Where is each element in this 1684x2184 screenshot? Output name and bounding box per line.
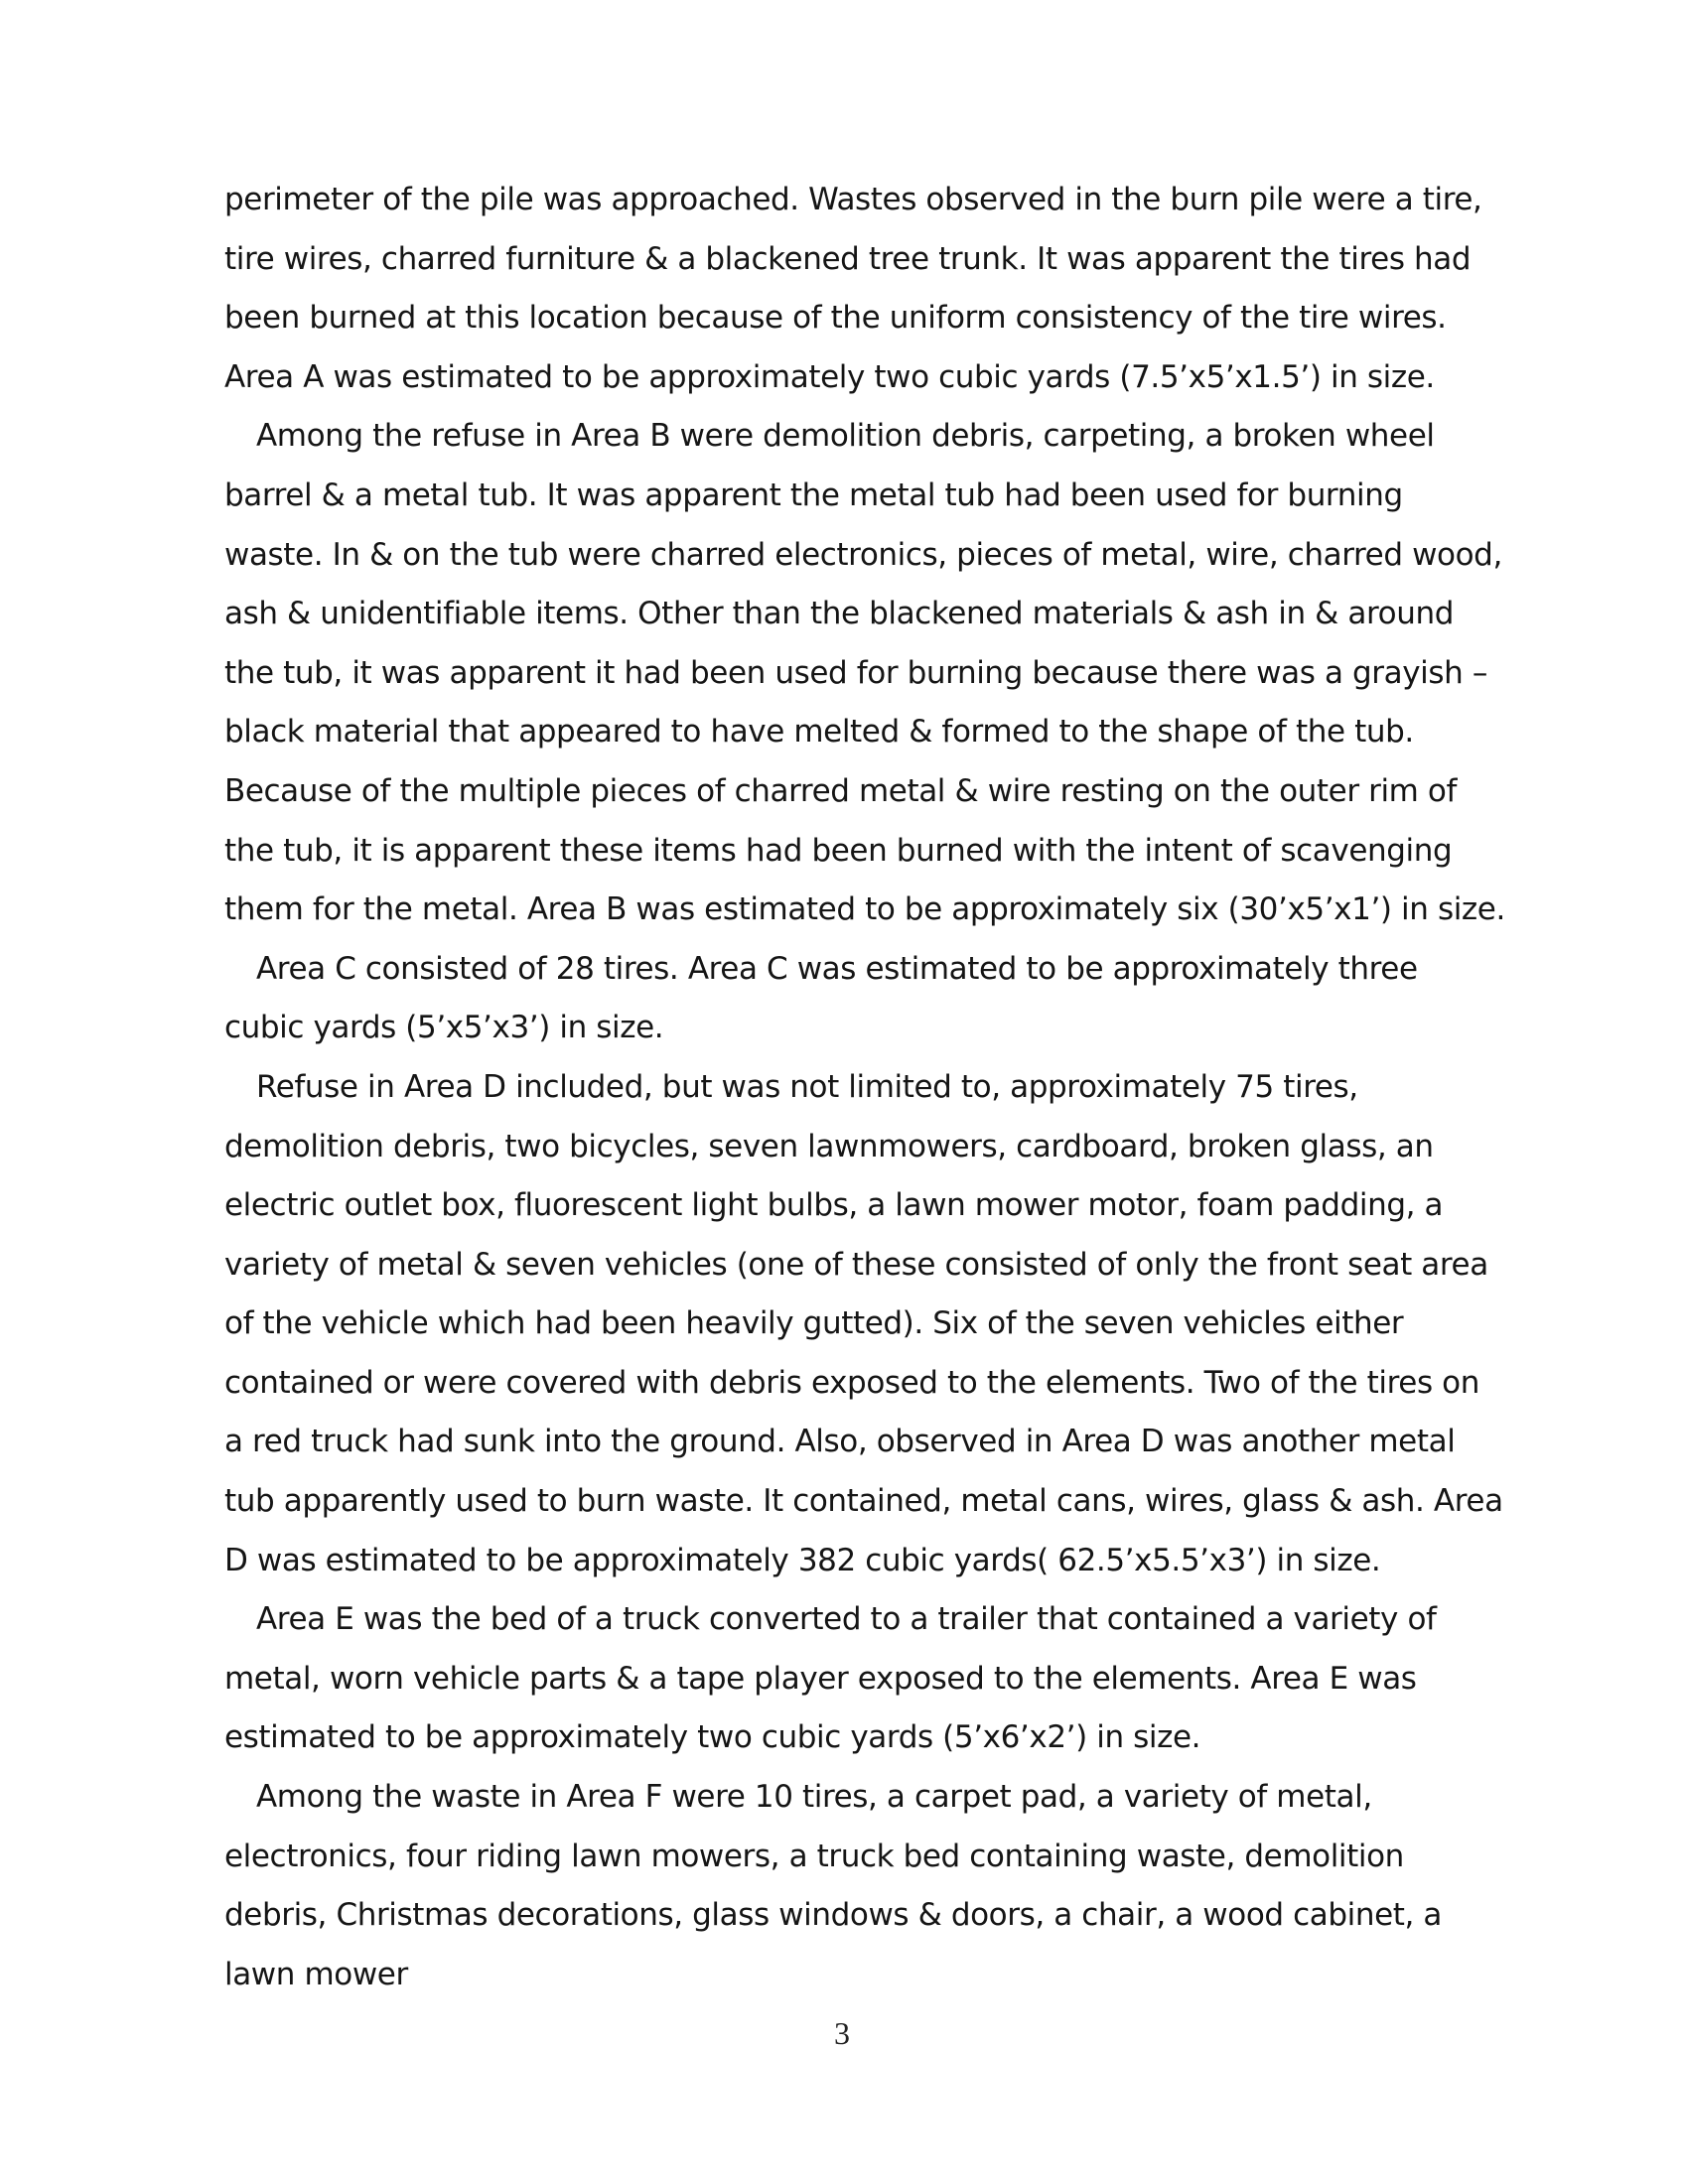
document-body [224,171,1505,2004]
paragraph-area-e: Area E was the bed of a truck converted to a trailer that contained a variety of metal, worn vehicle parts & a tape player exposed to the elements. Area E was estimated to be approximately two cubic yards (5’x6’x2’) in size. [224,1601,1437,1756]
paragraph-area-d: Refuse in Area D included, but was not limited to, approximately 75 tires, demolition debris, two bicycles, seven lawnmowers, cardboard, broken glass, an electric outlet box, fluorescent light bulbs, a lawn mower motor, foam padding, a variety of metal & seven vehicles (one of these consisted of only the front seat area of the vehicle which had been heavily gutted). Six of the seven vehicles either contained or were covered with debris exposed to the elements. Two of the tires on a red truck had sunk into the ground. Also, observed in Area D was another metal tub apparently used to burn waste. It contained, metal cans, wires, glass & ash. Area D was estimated to be approximately 382 cubic yards( 62.5’x5.5’x3’) in size. [224,1068,1503,1578]
paragraph-area-f: Among the waste in Area F were 10 tires, a carpet pad, a variety of metal, electronics, four riding lawn mowers, a truck bed containing waste, demolition debris, Christmas decorations, glass windows & doors, a chair, a wood cabinet, a lawn mower [224,1779,1443,1992]
page-number: 3 [834,2015,850,2051]
paragraph-area-a-continued: perimeter of the pile was approached. Wastes observed in the burn pile were a tire, tire wires, charred furniture & a blackened tree trunk. It was apparent the tires had been burned at this location because of the uniform consistency of the tire wires. Area A was estimated to be approximately two cubic yards (7.5’x5’x1.5’) in size. [224,182,1482,395]
paragraph-area-b: Among the refuse in Area B were demolition debris, carpeting, a broken wheel barrel & a metal tub. It was apparent the metal tub had been used for burning waste. In & on the tub were charred electronics, pieces of metal, wire, charred wood, ash & unidentifiable items. Other than the blackened materials & ash in & around the tub, it was apparent it had been used for burning because there was a grayish – black material that appeared to have melted & formed to the shape of the tub. Because of the multiple pieces of charred metal & wire resting on the outer rim of the tub, it is apparent these items had been burned with the intent of scavenging them for the metal. Area B was estimated to be approximately six (30’x5’x1’) in size. [224,418,1505,928]
paragraph-area-c: Area C consisted of 28 tires. Area C was estimated to be approximately three cubic yards (5’x5’x3’) in size. [224,950,1418,1046]
